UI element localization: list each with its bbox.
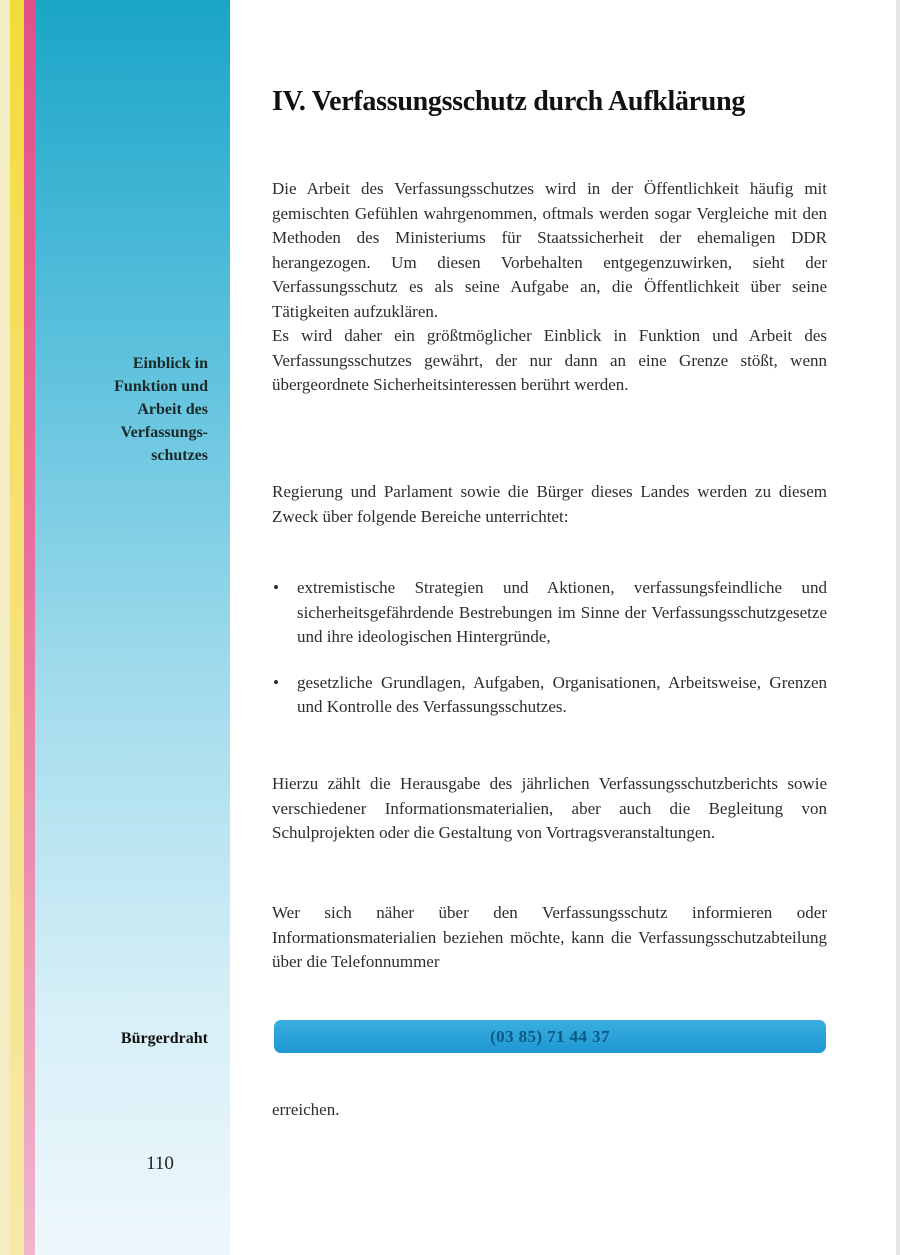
- hotline-label: Bürgerdraht: [120, 1030, 208, 1047]
- contact-paragraph: Wer sich näher über den Verfassungsschutz informieren oder Informationsmaterialien beziehen möchte, kann die Verfassungsschutzabteilung über die Telefonnummer: [272, 903, 827, 971]
- page-number: 110: [146, 1153, 174, 1174]
- sidebar-panel: [35, 0, 230, 1255]
- sidebar-heading-line: Einblick in: [132, 355, 208, 372]
- page-right-edge: [896, 0, 900, 1255]
- sidebar-heading: [60, 352, 208, 467]
- edge-stripe-cream: [0, 0, 10, 1255]
- sidebar-heading-line: Funktion und: [114, 378, 208, 395]
- sidebar-heading-line: Verfassungs-: [120, 424, 208, 441]
- intro-paragraph: Die Arbeit des Verfassungsschutzes wird in der Öffentlichkeit häufig mit gemischten Gefühlen wahrgenommen, oftmals werden sogar Vergleiche mit den Methoden des Ministeriums für Staatssicherheit der ehemaligen DDR herangezogen. Um diesen Vorbehalten entgegenzuwirken, sieht der Verfassungsschutz es als seine Aufgabe an, die Öffentlichkeit über seine Tätigkeiten aufzuklären.: [272, 179, 827, 321]
- sidebar-heading-line: Arbeit des: [137, 401, 208, 418]
- sidebar-heading-line: schutzes: [151, 447, 208, 464]
- topics-list: [272, 576, 827, 741]
- edge-stripe-pink: [24, 0, 35, 1255]
- phone-number[interactable]: (03 85) 71 44 37: [490, 1027, 610, 1046]
- list-item-text: gesetzliche Grundlagen, Aufgaben, Organisationen, Arbeitsweise, Grenzen und Kontrolle des Verfassungsschutzes.: [297, 672, 827, 716]
- bullet-icon: •: [273, 672, 279, 692]
- edge-stripe-yellow: [10, 0, 24, 1255]
- list-item-text: extremistische Strategien und Aktionen, verfassungsfeindliche und sicherheitsgefährdende Bestrebungen im Sinne der Verfassungsschutzgesetze und ihre ideologischen Hintergründe,: [297, 578, 827, 646]
- phone-number-bar: [274, 1020, 826, 1053]
- list-item: [272, 671, 827, 720]
- list-item: [272, 576, 827, 650]
- intro-section: [272, 177, 827, 398]
- closing-text: erreichen.: [272, 1100, 340, 1119]
- publications-paragraph: Hierzu zählt die Herausgabe des jährlichen Verfassungsschutzberichts sowie verschiedener Informationsmaterialien, aber auch die Begleitung von Schulprojekten oder die Gestaltung von Vortragsveranstaltungen.: [272, 774, 827, 842]
- bullet-icon: •: [273, 578, 279, 597]
- insight-paragraph: Es wird daher ein größtmöglicher Einblick in Funktion und Arbeit des Verfassungsschutzes gewährt, der nur dann an eine Grenze stößt, wenn übergeordnete Sicherheitsinteressen berührt werden.: [272, 326, 827, 394]
- page-title: IV. Verfassungsschutz durch Aufklärung: [272, 86, 746, 117]
- information-paragraph: Regierung und Parlament sowie die Bürger dieses Landes werden zu diesem Zweck über folgende Bereiche unterrichtet:: [272, 482, 827, 526]
